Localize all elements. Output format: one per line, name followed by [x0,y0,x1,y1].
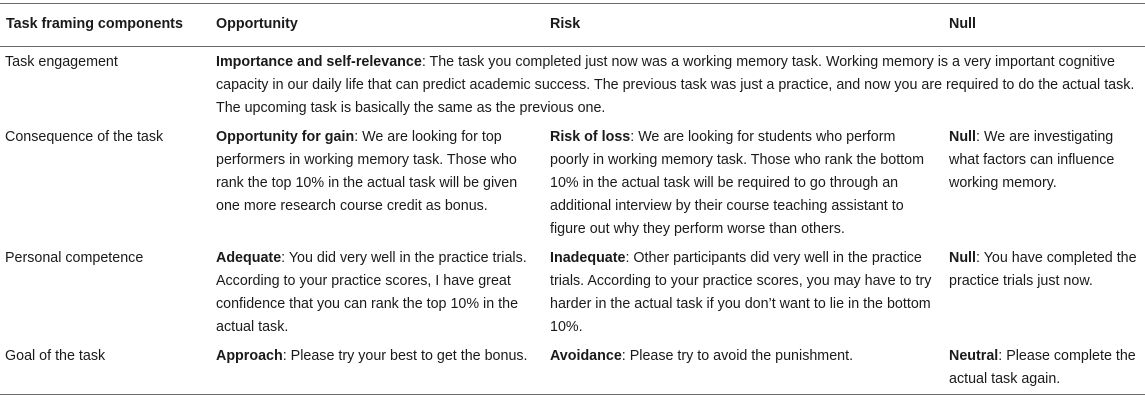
table-row [0,124,1145,245]
table-row [0,245,1145,343]
cell-text: : Please try your best to get the bonus. [282,348,528,364]
cell-lead: Approach [216,348,283,364]
cell-consequence-risk [547,124,946,245]
cell-text: : We are looking for students who perform poorly in working memory task. Those who rank the bottom 10% in the actual task will be required to go through an additional interview by their course teaching assistant to figure out why they perform worse than others. [550,129,925,237]
row-label-task-engagement: Task engagement [5,54,118,70]
cell-text: : Please try to avoid the punishment. [621,348,854,364]
row-label-consequence: Consequence of the task [5,129,164,145]
cell-lead: Opportunity for gain [216,129,355,145]
header-components: Task framing components [0,4,213,47]
table-row [0,47,1145,125]
table-header [0,4,1145,47]
cell-lead: Null [949,250,977,266]
task-framing-table [0,3,1145,395]
cell-text: : You have completed the practice trials just now. [949,250,1137,289]
cell-consequence-opportunity [213,124,547,245]
header-null: Null [946,4,1145,47]
table-row [0,343,1145,395]
cell-text: : You did very well in the practice trials. According to your practice scores, I have great confidence that you can rank the top 10% in the actual task. [216,250,527,335]
cell-lead: Neutral [949,348,999,364]
row-label-competence: Personal competence [5,250,144,266]
cell-lead: Risk of loss [550,129,631,145]
cell-lead: Importance and self-relevance [216,54,422,70]
table-body [0,47,1145,395]
cell-goal-risk [547,343,946,395]
cell-text: : We are investigating what factors can influence working memory. [949,129,1115,191]
cell-engagement-all [213,47,1145,125]
header-opportunity: Opportunity [213,4,547,47]
cell-lead: Avoidance [550,348,622,364]
cell-lead: Inadequate [550,250,626,266]
cell-competence-opportunity [213,245,547,343]
cell-text: : The task you completed just now was a working memory task. Working memory is a very important cognitive capacity in our daily life that can predict academic success. The previous task was just a practice, and now you are required to do the actual task. The upcoming task is basically the same as the previous one. [216,54,1135,116]
cell-lead: Adequate [216,250,282,266]
row-label-goal: Goal of the task [0,343,213,395]
cell-text: : Other participants did very well in the practice trials. According to your practice scores, you may have to try harder in the actual task if you don’t want to lie in the bottom 10%. [550,250,932,335]
cell-goal-opportunity [213,343,547,395]
cell-text: : Please complete the actual task again. [949,348,1136,387]
cell-lead: Null [949,129,977,145]
cell-text: : We are looking for top performers in working memory task. Those who rank the top 10% in the actual task will be given one more research course credit as bonus. [216,129,518,214]
cell-consequence-null [946,124,1145,245]
header-risk: Risk [547,4,946,47]
header-row [0,4,1145,47]
cell-competence-null [946,245,1145,343]
cell-competence-risk [547,245,946,343]
cell-goal-null [946,343,1145,395]
